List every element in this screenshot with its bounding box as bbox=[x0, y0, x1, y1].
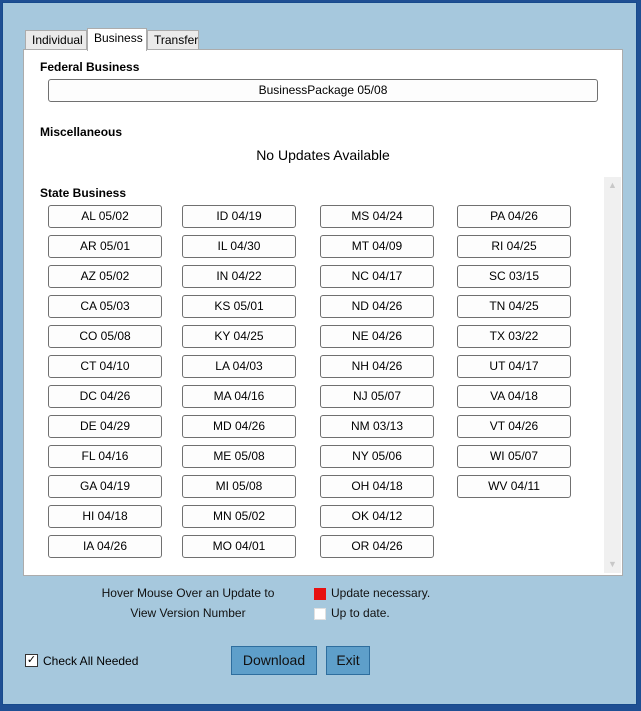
state-update-button[interactable]: MA 04/16 bbox=[182, 385, 296, 408]
update-needed-label: Update necessary. bbox=[331, 586, 431, 600]
business-panel bbox=[23, 49, 623, 576]
misc-heading: Miscellaneous bbox=[40, 125, 123, 139]
federal-package-button[interactable]: BusinessPackage 05/08 bbox=[48, 79, 598, 102]
state-update-button[interactable]: SC 03/15 bbox=[457, 265, 571, 288]
check-all-checkbox[interactable]: ✓ bbox=[26, 654, 37, 666]
tab-individual[interactable]: Individual bbox=[25, 30, 87, 50]
hover-hint-line1: Hover Mouse Over an Update to bbox=[101, 586, 275, 600]
up-to-date-label: Up to date. bbox=[331, 606, 390, 620]
state-update-button[interactable]: GA 04/19 bbox=[48, 475, 162, 498]
state-update-button[interactable]: ME 05/08 bbox=[182, 445, 296, 468]
state-update-button[interactable]: AL 05/02 bbox=[48, 205, 162, 228]
state-update-button[interactable]: VA 04/18 bbox=[457, 385, 571, 408]
state-update-button[interactable]: OK 04/12 bbox=[320, 505, 434, 528]
tab-business[interactable]: Business bbox=[87, 28, 147, 51]
state-update-button[interactable]: NY 05/06 bbox=[320, 445, 434, 468]
hover-hint-line2: View Version Number bbox=[130, 606, 246, 620]
state-update-button[interactable]: MS 04/24 bbox=[320, 205, 434, 228]
federal-heading: Federal Business bbox=[40, 60, 140, 74]
state-update-button[interactable]: NH 04/26 bbox=[320, 355, 434, 378]
state-update-button[interactable]: DE 04/29 bbox=[48, 415, 162, 438]
state-update-button[interactable]: IA 04/26 bbox=[48, 535, 162, 558]
state-update-button[interactable]: TX 03/22 bbox=[457, 325, 571, 348]
state-update-button[interactable]: HI 04/18 bbox=[48, 505, 162, 528]
state-update-button[interactable]: NE 04/26 bbox=[320, 325, 434, 348]
tab-transfer[interactable]: Transfer bbox=[147, 30, 199, 50]
state-update-button[interactable]: ID 04/19 bbox=[182, 205, 296, 228]
main-window bbox=[2, 2, 637, 705]
state-update-button[interactable]: MO 04/01 bbox=[182, 535, 296, 558]
state-update-button[interactable]: UT 04/17 bbox=[457, 355, 571, 378]
state-update-button[interactable]: AZ 05/02 bbox=[48, 265, 162, 288]
update-needed-swatch bbox=[314, 588, 326, 600]
state-update-button[interactable]: MD 04/26 bbox=[182, 415, 296, 438]
state-scrollbar[interactable] bbox=[604, 177, 621, 573]
misc-status: No Updates Available bbox=[256, 147, 390, 163]
state-heading: State Business bbox=[40, 186, 127, 200]
state-update-button[interactable]: LA 04/03 bbox=[182, 355, 296, 378]
state-update-button[interactable]: NC 04/17 bbox=[320, 265, 434, 288]
exit-button[interactable]: Exit bbox=[326, 646, 370, 675]
state-update-button[interactable]: OR 04/26 bbox=[320, 535, 434, 558]
check-all-label: Check All Needed bbox=[43, 654, 139, 668]
state-update-button[interactable]: WV 04/11 bbox=[457, 475, 571, 498]
state-update-button[interactable]: CT 04/10 bbox=[48, 355, 162, 378]
state-update-button[interactable]: CO 05/08 bbox=[48, 325, 162, 348]
state-update-button[interactable]: PA 04/26 bbox=[457, 205, 571, 228]
download-button[interactable]: Download bbox=[231, 646, 317, 675]
state-update-button[interactable]: FL 04/16 bbox=[48, 445, 162, 468]
state-update-button[interactable]: ND 04/26 bbox=[320, 295, 434, 318]
state-update-button[interactable]: MT 04/09 bbox=[320, 235, 434, 258]
state-update-button[interactable]: IN 04/22 bbox=[182, 265, 296, 288]
scroll-down-icon[interactable]: ▼ bbox=[608, 559, 617, 569]
state-update-button[interactable]: MI 05/08 bbox=[182, 475, 296, 498]
state-update-button[interactable]: CA 05/03 bbox=[48, 295, 162, 318]
state-update-button[interactable]: WI 05/07 bbox=[457, 445, 571, 468]
state-update-button[interactable]: KY 04/25 bbox=[182, 325, 296, 348]
state-update-button[interactable]: KS 05/01 bbox=[182, 295, 296, 318]
state-update-button[interactable]: DC 04/26 bbox=[48, 385, 162, 408]
state-update-button[interactable]: TN 04/25 bbox=[457, 295, 571, 318]
state-update-button[interactable]: NM 03/13 bbox=[320, 415, 434, 438]
up-to-date-swatch bbox=[314, 608, 326, 620]
state-update-button[interactable]: VT 04/26 bbox=[457, 415, 571, 438]
state-update-button[interactable]: OH 04/18 bbox=[320, 475, 434, 498]
state-update-button[interactable]: RI 04/25 bbox=[457, 235, 571, 258]
state-update-button[interactable]: NJ 05/07 bbox=[320, 385, 434, 408]
state-update-button[interactable]: IL 04/30 bbox=[182, 235, 296, 258]
state-update-button[interactable]: AR 05/01 bbox=[48, 235, 162, 258]
state-update-button[interactable]: MN 05/02 bbox=[182, 505, 296, 528]
scroll-up-icon[interactable]: ▲ bbox=[608, 180, 617, 190]
